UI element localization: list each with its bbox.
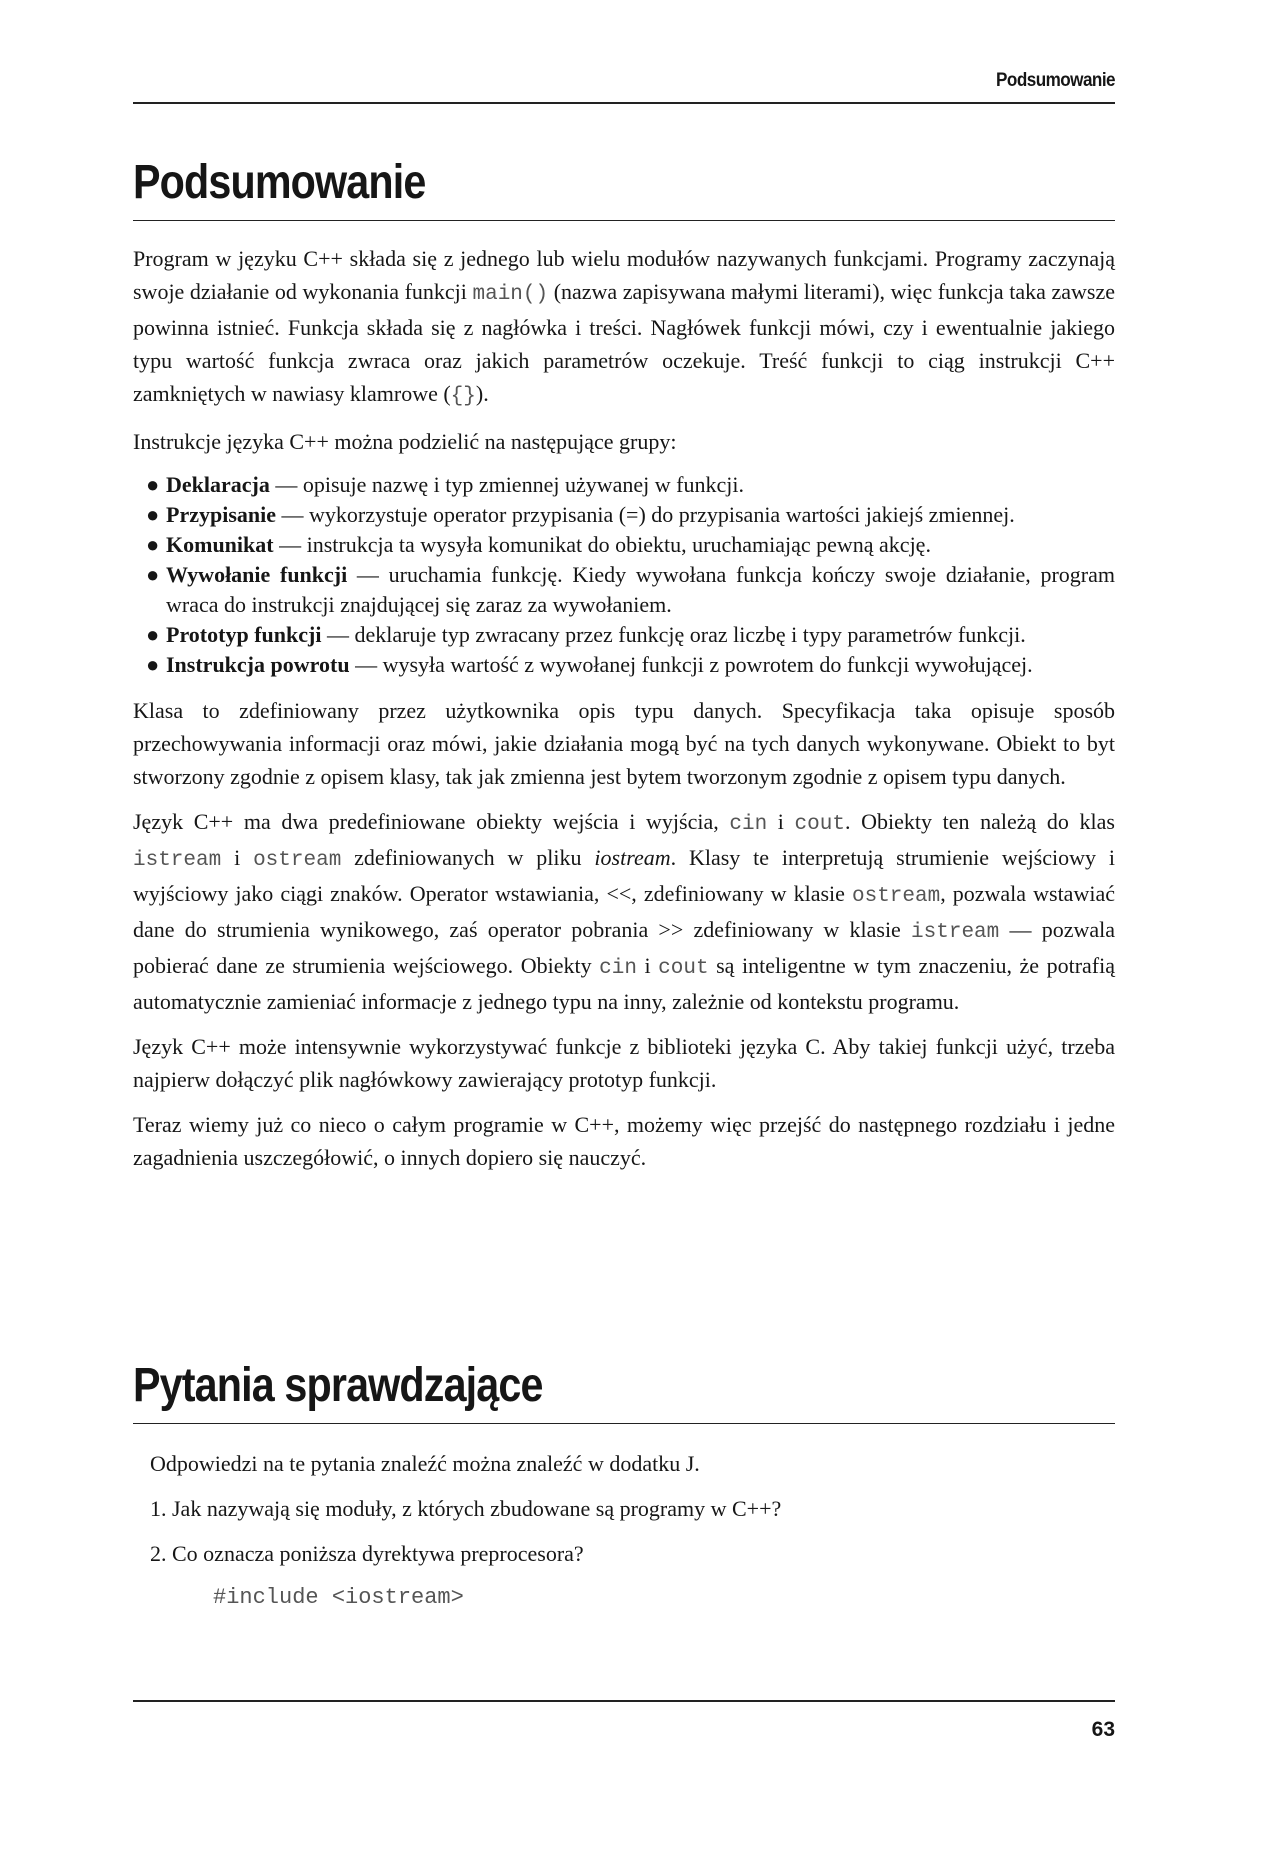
bullet-icon: ● [146,532,160,557]
summary-body [133,242,1115,1186]
code-main: main() [472,283,549,306]
paragraph-streams: Język C++ ma dwa predefiniowane obiekty wejścia i wyjścia, cin i cout. Obiekty ten należą do klas istream i ostream zdefiniowanych w pliku iostream. Klasy te interpretują strumienie wejściowy i wyjściowy jako ciągi znaków. Operator wstawiania, <<, zdefiniowany w klasie ostream, pozwala wstawiać dane do strumienia wynikowego, zaś operator pobrania >> zdefiniowany w klasie istream — pozwala pobierać dane ze strumienia wejściowego. Obiekty cin i cout są inteligentne w tym znaczeniu, że potrafią automatycznie zamieniać informacje z jednego typu na inny, zależnie od kontekstu programu. [133,809,1115,1014]
paragraph-class: Klasa to zdefiniowany przez użytkownika opis typu danych. Specyfikacja taka opisuje sposób przechowywania informacji oraz mówi, jakie działania mogą być na tych danych wykonywane. Obiekt to byt stworzony zgodnie z opisem klasy, tak jak zmienna jest bytem tworzonym zgodnie z opisem typu danych. [133,698,1115,789]
question-2: 2. Co oznacza poniższa dyrektywa preprocesora? [150,1541,584,1566]
paragraph-c-library: Język C++ może intensywnie wykorzystywać funkcje z biblioteki języka C. Aby takiej funkcji użyć, trzeba najpierw dołączyć plik nagłówkowy zawierający prototyp funkcji. [133,1034,1115,1092]
bullet-icon: ● [146,502,160,527]
code-ostream: ostream [851,885,941,908]
bullet-icon: ● [146,472,160,497]
questions-intro: Odpowiedzi na te pytania znaleźć można znaleźć w dodatku J. [150,1451,700,1476]
code-braces: {} [450,385,476,408]
heading-rule [133,220,1115,221]
paragraph-program: Program w języku C++ składa się z jednego lub wielu modułów nazywanych funkcjami. Programy zaczynają swoje działanie od wykonania funkcji main() (nazwa zapisywana małymi literami), więc funkcja taka zawsze powinna istnieć. Funkcja składa się z nagłówka i treści. Nagłówek funkcji mówi, czy i ewentualnie jakiego typu wartość funkcja zwraca oraz jakich parametrów oczekuje. Treść funkcji to ciąg instrukcji C++ zamkniętych w nawiasy klamrowe ({}). [133,246,1115,408]
paragraph-next-chapter: Teraz wiemy już co nieco o całym programie w C++, możemy więc przejść do następnego rozdziału i jedne zagadnienia uszczegółowić, o innych dopiero się nauczyć. [133,1112,1115,1170]
bullet-icon: ● [146,622,160,647]
list-item: ● Instrukcja powrotu — wysyła wartość z wywołanej funkcji z powrotem do funkcji wywołującej. [146,650,1115,680]
code-include-directive: #include <iostream> [213,1585,464,1610]
instruction-groups-list [133,470,1115,680]
list-item: ● Komunikat — instrukcja ta wysyła komunikat do obiektu, uruchamiając pewną akcję. [146,530,1115,560]
paragraph-groups-intro: Instrukcje języka C++ można podzielić na następujące grupy: [133,429,677,454]
list-item: ● Deklaracja — opisuje nazwę i typ zmiennej używanej w funkcji. [146,470,1115,500]
footer-rule [133,1700,1115,1702]
page-number: 63 [1091,1718,1115,1741]
question-1: 1. Jak nazywają się moduły, z których zbudowane są programy w C++? [150,1496,782,1521]
code-istream: istream [911,921,1000,944]
header-rule [133,102,1115,104]
running-header: Podsumowanie [996,70,1115,91]
file-name-iostream: iostream [594,845,671,870]
section-heading-summary: Podsumowanie [133,156,426,209]
review-questions [150,1447,1110,1582]
section-heading-review-questions: Pytania sprawdzające [133,1359,543,1412]
code-cin: cin [729,813,768,836]
code-cin: cin [599,957,637,980]
bullet-icon: ● [146,652,160,677]
bullet-icon: ● [146,562,160,587]
heading-rule [133,1423,1115,1424]
list-item: ● Wywołanie funkcji — uruchamia funkcję. Kiedy wywołana funkcja kończy swoje działanie, program wraca do instrukcji znajdującej się zaraz za wywołaniem. [146,562,1115,617]
code-cout: cout [658,957,709,980]
code-ostream: ostream [253,849,342,872]
list-item: ● Prototyp funkcji — deklaruje typ zwracany przez funkcję oraz liczbę i typy parametrów funkcji. [146,620,1115,650]
code-istream: istream [133,849,222,872]
list-item: ● Przypisanie — wykorzystuje operator przypisania (=) do przypisania wartości jakiejś zmiennej. [146,500,1115,530]
code-cout: cout [794,813,845,836]
